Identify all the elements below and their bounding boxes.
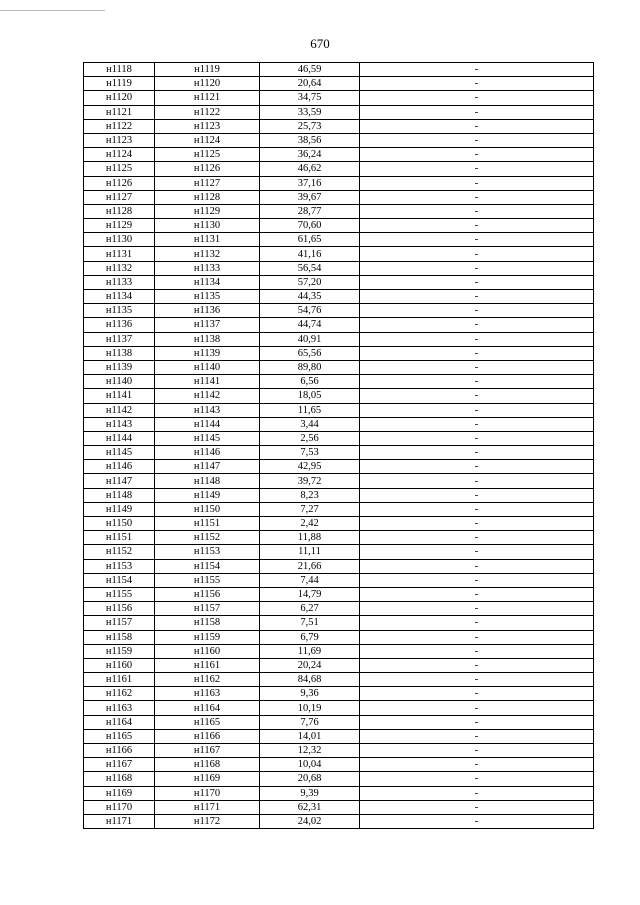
end-point-cell: н1128 <box>155 190 260 204</box>
start-point-cell: н1171 <box>84 814 155 828</box>
table-row <box>84 531 594 545</box>
length-cell: 7,44 <box>260 573 360 587</box>
table-row <box>84 446 594 460</box>
note-cell: - <box>360 587 594 601</box>
start-point-cell: н1119 <box>84 77 155 91</box>
table-row <box>84 729 594 743</box>
table-row <box>84 403 594 417</box>
length-cell: 18,05 <box>260 389 360 403</box>
start-point-cell: н1151 <box>84 531 155 545</box>
start-point-cell: н1126 <box>84 176 155 190</box>
table-row <box>84 204 594 218</box>
start-point-cell: н1164 <box>84 715 155 729</box>
note-cell: - <box>360 304 594 318</box>
length-cell: 2,56 <box>260 431 360 445</box>
start-point-cell: н1154 <box>84 573 155 587</box>
start-point-cell: н1150 <box>84 517 155 531</box>
length-cell: 62,31 <box>260 800 360 814</box>
start-point-cell: н1124 <box>84 148 155 162</box>
table-row <box>84 318 594 332</box>
end-point-cell: н1136 <box>155 304 260 318</box>
length-cell: 6,56 <box>260 375 360 389</box>
length-cell: 9,39 <box>260 786 360 800</box>
table-row <box>84 630 594 644</box>
length-cell: 20,24 <box>260 658 360 672</box>
end-point-cell: н1155 <box>155 573 260 587</box>
start-point-cell: н1158 <box>84 630 155 644</box>
start-point-cell: н1125 <box>84 162 155 176</box>
table-row <box>84 91 594 105</box>
note-cell: - <box>360 417 594 431</box>
length-cell: 11,69 <box>260 644 360 658</box>
table-row <box>84 162 594 176</box>
table-row <box>84 701 594 715</box>
end-point-cell: н1138 <box>155 332 260 346</box>
start-point-cell: н1148 <box>84 488 155 502</box>
length-cell: 6,79 <box>260 630 360 644</box>
length-cell: 3,44 <box>260 417 360 431</box>
coordinates-table <box>83 62 594 829</box>
start-point-cell: н1143 <box>84 417 155 431</box>
start-point-cell: н1127 <box>84 190 155 204</box>
start-point-cell: н1118 <box>84 63 155 77</box>
table-row <box>84 346 594 360</box>
start-point-cell: н1137 <box>84 332 155 346</box>
note-cell: - <box>360 389 594 403</box>
note-cell: - <box>360 204 594 218</box>
end-point-cell: н1165 <box>155 715 260 729</box>
note-cell: - <box>360 332 594 346</box>
length-cell: 10,04 <box>260 758 360 772</box>
end-point-cell: н1137 <box>155 318 260 332</box>
end-point-cell: н1144 <box>155 417 260 431</box>
note-cell: - <box>360 488 594 502</box>
length-cell: 7,76 <box>260 715 360 729</box>
length-cell: 40,91 <box>260 332 360 346</box>
note-cell: - <box>360 573 594 587</box>
start-point-cell: н1139 <box>84 360 155 374</box>
start-point-cell: н1132 <box>84 261 155 275</box>
end-point-cell: н1126 <box>155 162 260 176</box>
length-cell: 65,56 <box>260 346 360 360</box>
length-cell: 11,88 <box>260 531 360 545</box>
end-point-cell: н1167 <box>155 744 260 758</box>
start-point-cell: н1157 <box>84 616 155 630</box>
table-row <box>84 261 594 275</box>
table-row <box>84 602 594 616</box>
table-row <box>84 744 594 758</box>
note-cell: - <box>360 744 594 758</box>
note-cell: - <box>360 346 594 360</box>
note-cell: - <box>360 502 594 516</box>
end-point-cell: н1123 <box>155 119 260 133</box>
end-point-cell: н1145 <box>155 431 260 445</box>
table-row <box>84 644 594 658</box>
table-row <box>84 814 594 828</box>
note-cell: - <box>360 715 594 729</box>
note-cell: - <box>360 729 594 743</box>
note-cell: - <box>360 616 594 630</box>
table-row <box>84 148 594 162</box>
start-point-cell: н1131 <box>84 247 155 261</box>
length-cell: 36,24 <box>260 148 360 162</box>
length-cell: 25,73 <box>260 119 360 133</box>
length-cell: 14,01 <box>260 729 360 743</box>
note-cell: - <box>360 800 594 814</box>
note-cell: - <box>360 176 594 190</box>
start-point-cell: н1170 <box>84 800 155 814</box>
length-cell: 46,62 <box>260 162 360 176</box>
note-cell: - <box>360 77 594 91</box>
table-row <box>84 687 594 701</box>
note-cell: - <box>360 162 594 176</box>
end-point-cell: н1135 <box>155 290 260 304</box>
start-point-cell: н1156 <box>84 602 155 616</box>
end-point-cell: н1130 <box>155 219 260 233</box>
end-point-cell: н1124 <box>155 133 260 147</box>
start-point-cell: н1147 <box>84 474 155 488</box>
end-point-cell: н1152 <box>155 531 260 545</box>
end-point-cell: н1119 <box>155 63 260 77</box>
length-cell: 46,59 <box>260 63 360 77</box>
table-row <box>84 559 594 573</box>
table-row <box>84 233 594 247</box>
end-point-cell: н1141 <box>155 375 260 389</box>
end-point-cell: н1121 <box>155 91 260 105</box>
table-row <box>84 219 594 233</box>
note-cell: - <box>360 460 594 474</box>
start-point-cell: н1121 <box>84 105 155 119</box>
length-cell: 20,68 <box>260 772 360 786</box>
end-point-cell: н1163 <box>155 687 260 701</box>
end-point-cell: н1125 <box>155 148 260 162</box>
start-point-cell: н1129 <box>84 219 155 233</box>
end-point-cell: н1140 <box>155 360 260 374</box>
length-cell: 44,74 <box>260 318 360 332</box>
end-point-cell: н1157 <box>155 602 260 616</box>
note-cell: - <box>360 531 594 545</box>
length-cell: 42,95 <box>260 460 360 474</box>
table-row <box>84 133 594 147</box>
table-row <box>84 800 594 814</box>
note-cell: - <box>360 658 594 672</box>
length-cell: 56,54 <box>260 261 360 275</box>
end-point-cell: н1154 <box>155 559 260 573</box>
start-point-cell: н1123 <box>84 133 155 147</box>
end-point-cell: н1166 <box>155 729 260 743</box>
start-point-cell: н1144 <box>84 431 155 445</box>
table-body <box>84 63 594 829</box>
end-point-cell: н1149 <box>155 488 260 502</box>
table-row <box>84 488 594 502</box>
end-point-cell: н1153 <box>155 545 260 559</box>
start-point-cell: н1168 <box>84 772 155 786</box>
header-rule <box>0 10 105 11</box>
length-cell: 12,32 <box>260 744 360 758</box>
start-point-cell: н1122 <box>84 119 155 133</box>
table-row <box>84 460 594 474</box>
note-cell: - <box>360 360 594 374</box>
table-row <box>84 247 594 261</box>
note-cell: - <box>360 701 594 715</box>
table-row <box>84 77 594 91</box>
start-point-cell: н1141 <box>84 389 155 403</box>
length-cell: 44,35 <box>260 290 360 304</box>
length-cell: 21,66 <box>260 559 360 573</box>
length-cell: 38,56 <box>260 133 360 147</box>
table-row <box>84 573 594 587</box>
length-cell: 70,60 <box>260 219 360 233</box>
start-point-cell: н1169 <box>84 786 155 800</box>
length-cell: 6,27 <box>260 602 360 616</box>
table-row <box>84 715 594 729</box>
length-cell: 20,64 <box>260 77 360 91</box>
end-point-cell: н1168 <box>155 758 260 772</box>
length-cell: 39,72 <box>260 474 360 488</box>
note-cell: - <box>360 545 594 559</box>
table-row <box>84 275 594 289</box>
note-cell: - <box>360 119 594 133</box>
length-cell: 84,68 <box>260 673 360 687</box>
note-cell: - <box>360 105 594 119</box>
note-cell: - <box>360 290 594 304</box>
note-cell: - <box>360 261 594 275</box>
table-row <box>84 616 594 630</box>
length-cell: 33,59 <box>260 105 360 119</box>
table-row <box>84 502 594 516</box>
note-cell: - <box>360 91 594 105</box>
end-point-cell: н1169 <box>155 772 260 786</box>
start-point-cell: н1165 <box>84 729 155 743</box>
length-cell: 7,27 <box>260 502 360 516</box>
note-cell: - <box>360 630 594 644</box>
length-cell: 11,65 <box>260 403 360 417</box>
length-cell: 37,16 <box>260 176 360 190</box>
table-row <box>84 63 594 77</box>
length-cell: 10,19 <box>260 701 360 715</box>
note-cell: - <box>360 275 594 289</box>
table-row <box>84 431 594 445</box>
start-point-cell: н1155 <box>84 587 155 601</box>
start-point-cell: н1128 <box>84 204 155 218</box>
start-point-cell: н1163 <box>84 701 155 715</box>
start-point-cell: н1140 <box>84 375 155 389</box>
start-point-cell: н1162 <box>84 687 155 701</box>
start-point-cell: н1136 <box>84 318 155 332</box>
note-cell: - <box>360 687 594 701</box>
length-cell: 8,23 <box>260 488 360 502</box>
end-point-cell: н1171 <box>155 800 260 814</box>
end-point-cell: н1129 <box>155 204 260 218</box>
length-cell: 2,42 <box>260 517 360 531</box>
end-point-cell: н1160 <box>155 644 260 658</box>
start-point-cell: н1145 <box>84 446 155 460</box>
table-row <box>84 658 594 672</box>
table-row <box>84 389 594 403</box>
start-point-cell: н1135 <box>84 304 155 318</box>
note-cell: - <box>360 673 594 687</box>
end-point-cell: н1147 <box>155 460 260 474</box>
start-point-cell: н1160 <box>84 658 155 672</box>
end-point-cell: н1120 <box>155 77 260 91</box>
table-row <box>84 474 594 488</box>
end-point-cell: н1143 <box>155 403 260 417</box>
end-point-cell: н1132 <box>155 247 260 261</box>
start-point-cell: н1138 <box>84 346 155 360</box>
start-point-cell: н1146 <box>84 460 155 474</box>
note-cell: - <box>360 517 594 531</box>
note-cell: - <box>360 772 594 786</box>
length-cell: 14,79 <box>260 587 360 601</box>
note-cell: - <box>360 133 594 147</box>
length-cell: 41,16 <box>260 247 360 261</box>
start-point-cell: н1133 <box>84 275 155 289</box>
end-point-cell: н1164 <box>155 701 260 715</box>
page-number: 670 <box>310 36 330 51</box>
end-point-cell: н1122 <box>155 105 260 119</box>
end-point-cell: н1139 <box>155 346 260 360</box>
end-point-cell: н1146 <box>155 446 260 460</box>
length-cell: 28,77 <box>260 204 360 218</box>
table-row <box>84 190 594 204</box>
length-cell: 89,80 <box>260 360 360 374</box>
start-point-cell: н1166 <box>84 744 155 758</box>
note-cell: - <box>360 190 594 204</box>
end-point-cell: н1162 <box>155 673 260 687</box>
end-point-cell: н1127 <box>155 176 260 190</box>
length-cell: 39,67 <box>260 190 360 204</box>
table-row <box>84 176 594 190</box>
note-cell: - <box>360 219 594 233</box>
end-point-cell: н1170 <box>155 786 260 800</box>
note-cell: - <box>360 247 594 261</box>
note-cell: - <box>360 758 594 772</box>
note-cell: - <box>360 446 594 460</box>
length-cell: 11,11 <box>260 545 360 559</box>
table-row <box>84 673 594 687</box>
length-cell: 7,51 <box>260 616 360 630</box>
end-point-cell: н1159 <box>155 630 260 644</box>
note-cell: - <box>360 431 594 445</box>
note-cell: - <box>360 375 594 389</box>
note-cell: - <box>360 233 594 247</box>
start-point-cell: н1149 <box>84 502 155 516</box>
start-point-cell: н1167 <box>84 758 155 772</box>
table-row <box>84 517 594 531</box>
length-cell: 61,65 <box>260 233 360 247</box>
end-point-cell: н1131 <box>155 233 260 247</box>
note-cell: - <box>360 474 594 488</box>
end-point-cell: н1172 <box>155 814 260 828</box>
note-cell: - <box>360 786 594 800</box>
end-point-cell: н1133 <box>155 261 260 275</box>
note-cell: - <box>360 403 594 417</box>
length-cell: 7,53 <box>260 446 360 460</box>
table-row <box>84 786 594 800</box>
length-cell: 57,20 <box>260 275 360 289</box>
end-point-cell: н1134 <box>155 275 260 289</box>
table-row <box>84 417 594 431</box>
note-cell: - <box>360 814 594 828</box>
length-cell: 24,02 <box>260 814 360 828</box>
table-row <box>84 375 594 389</box>
end-point-cell: н1151 <box>155 517 260 531</box>
table-row <box>84 587 594 601</box>
table-row <box>84 119 594 133</box>
end-point-cell: н1161 <box>155 658 260 672</box>
note-cell: - <box>360 559 594 573</box>
table-row <box>84 545 594 559</box>
start-point-cell: н1161 <box>84 673 155 687</box>
end-point-cell: н1158 <box>155 616 260 630</box>
note-cell: - <box>360 318 594 332</box>
note-cell: - <box>360 602 594 616</box>
start-point-cell: н1120 <box>84 91 155 105</box>
start-point-cell: н1153 <box>84 559 155 573</box>
table-row <box>84 105 594 119</box>
note-cell: - <box>360 644 594 658</box>
start-point-cell: н1152 <box>84 545 155 559</box>
note-cell: - <box>360 148 594 162</box>
start-point-cell: н1159 <box>84 644 155 658</box>
start-point-cell: н1130 <box>84 233 155 247</box>
end-point-cell: н1156 <box>155 587 260 601</box>
length-cell: 34,75 <box>260 91 360 105</box>
end-point-cell: н1148 <box>155 474 260 488</box>
end-point-cell: н1150 <box>155 502 260 516</box>
length-cell: 54,76 <box>260 304 360 318</box>
table-row <box>84 772 594 786</box>
length-cell: 9,36 <box>260 687 360 701</box>
table-row <box>84 360 594 374</box>
table-row <box>84 332 594 346</box>
end-point-cell: н1142 <box>155 389 260 403</box>
table-row <box>84 290 594 304</box>
start-point-cell: н1134 <box>84 290 155 304</box>
table-row <box>84 758 594 772</box>
note-cell: - <box>360 63 594 77</box>
start-point-cell: н1142 <box>84 403 155 417</box>
table-row <box>84 304 594 318</box>
